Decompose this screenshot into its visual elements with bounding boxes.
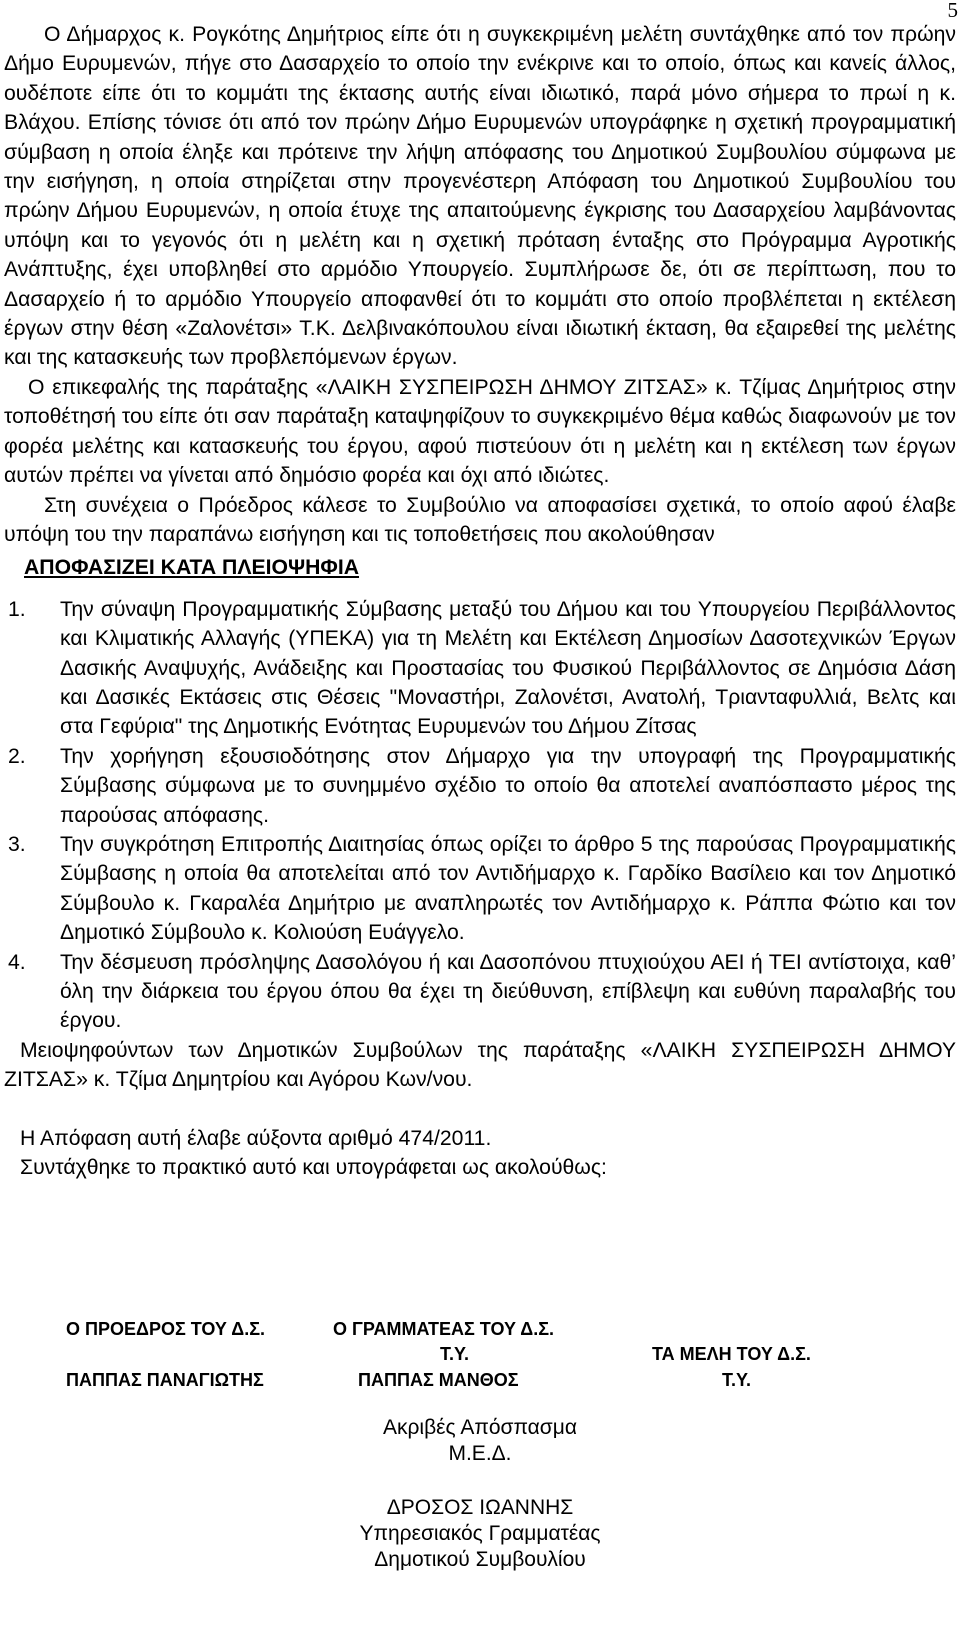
decision-item [4, 595, 956, 742]
secretary-title: Ο ΓΡΑΜΜΑΤΕΑΣ ΤΟΥ Δ.Σ. [333, 1319, 555, 1339]
certification-name: ΔΡΟΣΟΣ ΙΩΑΝΝΗΣ [386, 1496, 574, 1519]
certification-line1: Ακριβές Απόσπασμα [382, 1416, 578, 1439]
decision-text: Την σύναψη Προγραμματικής Σύμβασης μεταξύ του Δήμου και του Υπουργείου Περιβάλλοντος και Κλιματικής Αλλαγής (ΥΠΕΚΑ) για τη Μελέτη και Εκτέλεση Δημοσίων Δασοτεχνικών Έργων Δασικής Αναψυχής, Ανάδειξης και Προστασίας του Φυσικού Περιβάλλοντος σε Δημόσια Δάση και Δασικές Εκτάσεις στις Θέσεις "Μοναστήρι, Ζαλονέτσι, Ανατολή, Τριανταφυλλιά, Βελτς και στα Γεφύρια" της Δημοτικής Ενότητας Ευρυμενών του Δήμου Ζίτσας [60, 597, 956, 739]
decision-text: Την συγκρότηση Επιτροπής Διαιτησίας όπως ορίζει το άρθρο 5 της παρούσας Προγραμματικής Σύμβασης η οποία θα αποτελείται από τον Αντιδήμαρχο κ. Γαρδίκο Βασίλειο και τον Δημοτικό Σύμβουλο κ. Γκαραλέα Δημήτριο με αναπληρωτές τον Αντιδήμαρχο κ. Ράππα Φώτιο και τον Δημοτικό Σύμβουλο κ. Κολιούση Ευάγγελο. [60, 832, 956, 945]
paragraph-mayor-statement: Ο Δήμαρχος κ. Ρογκότης Δημήτριος είπε ότι η συγκεκριμένη μελέτη συντάχθηκε από τον πρώην Δήμο Ευρυμενών, πήγε στο Δασαρχείο το οποίο την ενέκρινε και το οποίο, όπως και κανείς άλλος, ουδέποτε είπε ότι το κομμάτι της έκτασης αυτής είναι ιδιωτικό, παρά μόνο σήμερα το πρωί η κ. Βλάχου. Επίσης τόνισε ότι από τον πρώην Δήμο Ευρυμενών υπογράφηκε η σχετική προγραμματική σύμβαση η οποία έληξε και πρότεινε την λήψη απόφασης του Δημοτικού Συμβουλίου σύμφωνα με την εισήγηση, η οποία στηρίζεται στην προγενέστερη Απόφαση του Δημοτικού Συμβουλίου του πρώην Δήμου Ευρυμενών, η οποία έτυχε της απαιτούμενης έγκρισης του Δασαρχείου λαμβάνοντας υπόψη και το γεγονός ότι η μελέτη και η σχετική πρόταση ένταξης στο Πρόγραμμα Αγροτικής Ανάπτυξης, έχει υποβληθεί στο αρμόδιο Υπουργείο. Συμπλήρωσε δε, ότι σε περίπτωση, που το Δασαρχείο ή το αρμόδιο Υπουργείο αποφανθεί ότι το κομμάτι στο οποίο προβλέπεται η εκτέλεση έργων στην θέση «Ζαλονέτσι» Τ.Κ. Δελβινακόπουλου είναι ιδιωτική έκταση, θα εξαιρεθεί της μελέτης και της κατασκευής των προβλεπόμενων έργων. [4, 23, 956, 370]
decision-item [4, 830, 956, 948]
president-name: ΠΑΠΠΑΣ ΠΑΝΑΓΙΩΤΗΣ [66, 1370, 264, 1390]
spacer [4, 1095, 956, 1124]
page-number: 5 [947, 0, 958, 22]
decision-number: 3. [8, 832, 26, 856]
decision-number-line: Η Απόφαση αυτή έλαβε αύξοντα αριθμό 474/2011. [20, 1126, 492, 1150]
secretary-ty: Τ.Υ. [440, 1344, 470, 1364]
decision-item [4, 948, 956, 1036]
members-title: ΤΑ ΜΕΛΗ ΤΟΥ Δ.Σ. [652, 1344, 811, 1364]
decision-number: 4. [8, 950, 26, 974]
spacer [330, 1467, 630, 1495]
decision-text: Την χορήγηση εξουσιοδότησης στον Δήμαρχο για την υπογραφή της Προγραμματικής Σύμβασης σύμφωνα με το συνημμένο σχέδιο το οποίο θα αποτελεί αναπόσπαστο μέρος της παρούσας απόφασης. [60, 744, 956, 827]
president-title: Ο ΠΡΟΕΔΡΟΣ ΤΟΥ Δ.Σ. [66, 1319, 266, 1339]
certification-role1: Υπηρεσιακός Γραμματέας [359, 1522, 601, 1545]
decision-heading: ΑΠΟΦΑΣΙΖΕΙ ΚΑΤΑ ΠΛΕΙΟΨΗΦΙΑ [24, 556, 360, 580]
certification-role2: Δημοτικού Συμβουλίου [374, 1548, 586, 1571]
decision-number: 2. [8, 744, 26, 768]
decision-list [4, 595, 956, 1036]
certification-block [330, 1415, 630, 1573]
certification-line2: Μ.Ε.Δ. [448, 1442, 512, 1465]
signing-note: Συντάχθηκε το πρακτικό αυτό και υπογράφεται ως ακολούθως: [20, 1156, 607, 1180]
secretary-name: ΠΑΠΠΑΣ ΜΑΝΘΟΣ [358, 1370, 519, 1390]
decision-number: 1. [8, 597, 26, 621]
paragraph-council-vote: Στη συνέχεια ο Πρόεδρος κάλεσε το Συμβούλιο να αποφασίσει σχετικά, το οποίο αφού έλαβε υπόψη του την παραπάνω εισήγηση και τις τοποθετήσεις που ακολούθησαν [4, 493, 956, 546]
decision-item [4, 742, 956, 830]
members-ty: Τ.Υ. [722, 1370, 752, 1390]
document-body [4, 20, 956, 1182]
paragraph-opposition-statement: Ο επικεφαλής της παράταξης «ΛΑΙΚΗ ΣΥΣΠΕΙΡΩΣΗ ΔΗΜΟΥ ΖΙΤΣΑΣ» κ. Τζίμας Δημήτριος στην τοποθέτησή του είπε ότι σαν παράταξη καταψηφίζουν το συγκεκριμένο θέμα καθώς διαφωνούν με τον φορέα μελέτης και κατασκευής του έργου, αφού πιστεύουν ότι η μελέτη και η εκτέλεση των έργων αυτών πρέπει να γίνεται από δημόσιο φορέα και όχι από ιδιώτες. [4, 375, 956, 488]
decision-text: Την δέσμευση πρόσληψης Δασολόγου ή και Δασοπόνου πτυχιούχου ΑΕΙ ή ΤΕΙ αντίστοιχα, καθ’ όλη την διάρκεια του έργου όπου θα έχει τη διεύθυνση, επίβλεψη και ευθύνη παραλαβής του έργου. [60, 950, 956, 1033]
minority-note: Μειοψηφούντων των Δημοτικών Συμβούλων της παράταξης «ΛΑΙΚΗ ΣΥΣΠΕΙΡΩΣΗ ΔΗΜΟΥ ΖΙΤΣΑΣ» κ. Τζίμα Δημητρίου και Αγόρου Κων/νου. [4, 1038, 956, 1092]
